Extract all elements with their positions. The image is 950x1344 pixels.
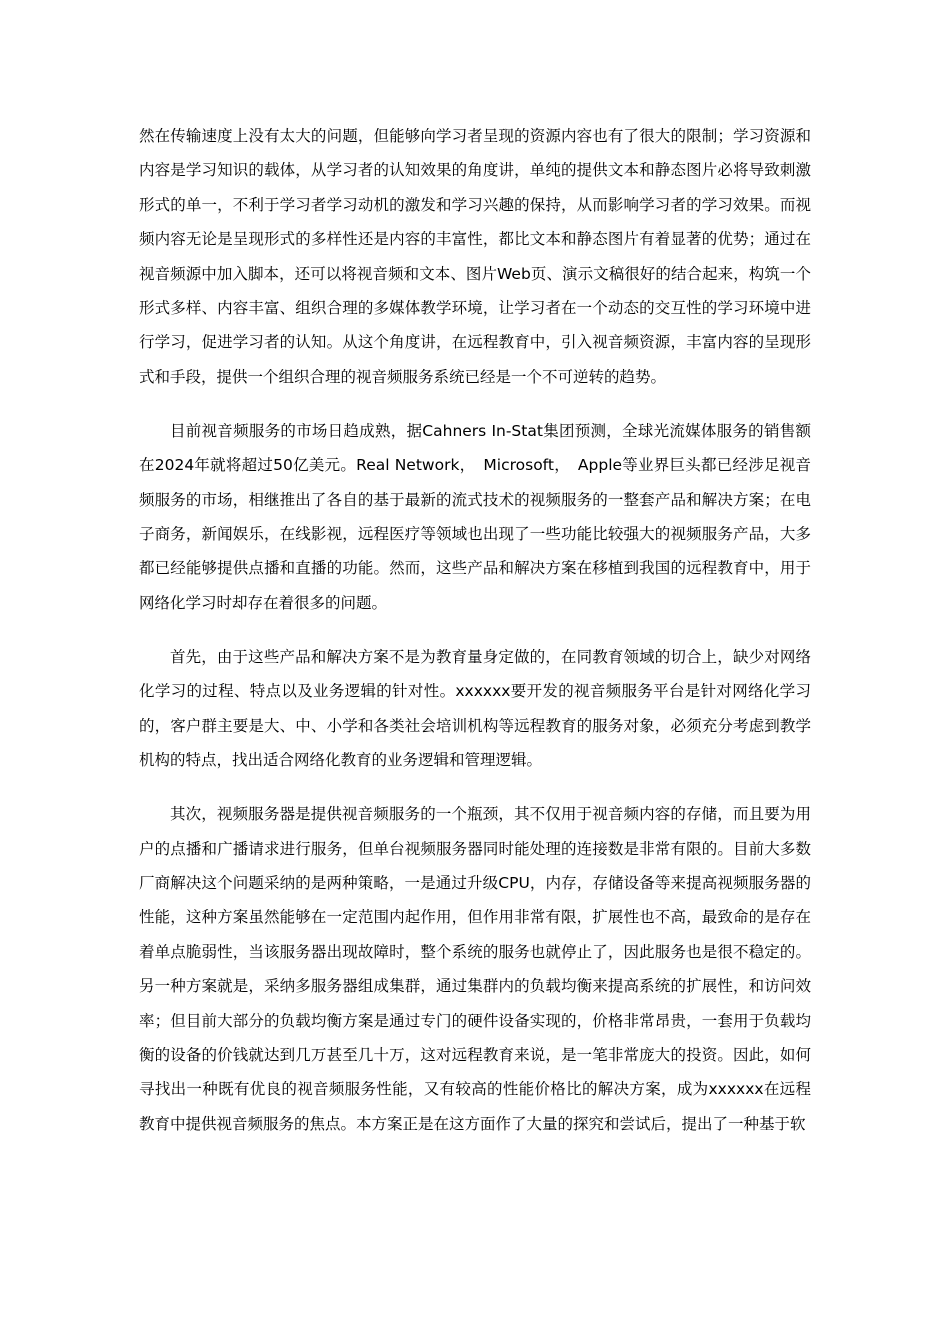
paragraph-first-issue: 首先，由于这些产品和解决方案不是为教育量身定做的，在同教育领域的切合上，缺少对网络化学习的过程、特点以及业务逻辑的针对性。xxxxxx要开发的视音频服务平台是针对网络化学习的，客户群主要是大、中、小学和各类社会培训机构等远程教育的服务对象，必须充分考虑到教学机构的特点，找出适合网络化教育的业务逻辑和管理逻辑。 bbox=[139, 647, 811, 770]
paragraph-market: 目前视音频服务的市场日趋成熟，据Cahners In-Stat集团预测，全球光流媒体服务的销售额在2024年就将超过50亿美元。Real Network， Microsoft， Apple等业界巨头都已经涉足视音频服务的市场，相继推出了各自的基于最新的流式技术的视频服务的一整套产品和解决方案；在电子商务，新闻娱乐，在线影视，远程医疗等领域也出现了一些功能比较强大的视频服务产品，大多都已经能够提供点播和直播的功能。然而，这些产品和解决方案在移植到我国的远程教育中，用于网络化学习时却存在着很多的问题。 bbox=[139, 421, 811, 612]
paragraph-second-issue: 其次，视频服务器是提供视音频服务的一个瓶颈，其不仅用于视音频内容的存储，而且要为用户的点播和广播请求进行服务，但单台视频服务器同时能处理的连接数是非常有限的。目前大多数厂商解决这个问题采纳的是两种策略，一是通过升级CPU，内存，存储设备等来提高视频服务器的性能，这种方案虽然能够在一定范围内起作用，但作用非常有限，扩展性也不高，最致命的是存在着单点脆弱性，当该服务器出现故障时，整个系统的服务也就停止了，因此服务也是很不稳定的。另一种方案就是，采纳多服务器组成集群，通过集群内的负载均衡来提高系统的扩展性，和访问效率；但目前大部分的负载均衡方案是通过专门的硬件设备实现的，价格非常昂贵，一套用于负载均衡的设备的价钱就达到几万甚至几十万，这对远程教育来说，是一笔非常庞大的投资。因此，如何寻找出一种既有优良的视音频服务性能，又有较高的性能价格比的解决方案，成为xxxxxx在远程教育中提供视音频服务的焦点。本方案正是在这方面作了大量的探究和尝试后，提出了一种基于软 bbox=[139, 805, 811, 1133]
paragraph-continued: 然在传输速度上没有太大的问题，但能够向学习者呈现的资源内容也有了很大的限制；学习资源和内容是学习知识的载体，从学习者的认知效果的角度讲，单纯的提供文本和静态图片必将导致刺激形式的单一，不利于学习者学习动机的激发和学习兴趣的保持，从而影响学习者的学习效果。而视频内容无论是呈现形式的多样性还是内容的丰富性，都比文本和静态图片有着显著的优势；通过在视音频源中加入脚本，还可以将视音频和文本、图片Web页、演示文稿很好的结合起来，构筑一个形式多样、内容丰富、组织合理的多媒体教学环境，让学习者在一个动态的交互性的学习环境中进行学习，促进学习者的认知。从这个角度讲，在远程教育中，引入视音频资源，丰富内容的呈现形式和手段，提供一个组织合理的视音频服务系统已经是一个不可逆转的趋势。 bbox=[139, 127, 811, 386]
document-page bbox=[139, 119, 811, 1161]
